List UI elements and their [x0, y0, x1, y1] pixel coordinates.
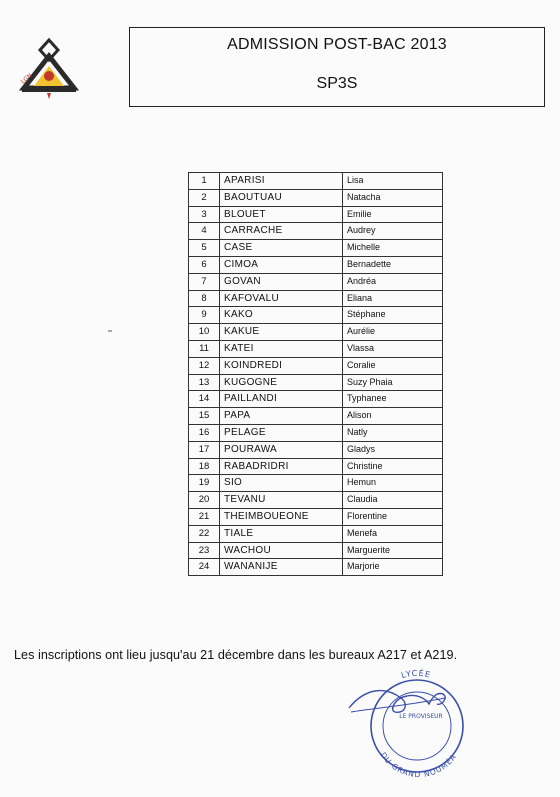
student-firstname: Vlassa: [343, 340, 443, 357]
row-number: 24: [189, 559, 220, 576]
student-firstname: Marjorie: [343, 559, 443, 576]
table-row: [189, 475, 443, 492]
student-firstname: Florentine: [343, 508, 443, 525]
row-number: 16: [189, 424, 220, 441]
student-surname: PAILLANDI: [220, 391, 343, 408]
table-row: [189, 206, 443, 223]
student-surname: CASE: [220, 240, 343, 257]
stamp-bottom-text: DU GRAND NOUMÉA: [378, 750, 459, 780]
student-surname: CARRACHE: [220, 223, 343, 240]
student-firstname: Bernadette: [343, 256, 443, 273]
table-row: [189, 240, 443, 257]
student-surname: BLOUET: [220, 206, 343, 223]
scan-speck: [108, 330, 112, 332]
table-row: [189, 189, 443, 206]
student-surname: BAOUTUAU: [220, 189, 343, 206]
row-number: 22: [189, 525, 220, 542]
header-box: [129, 27, 545, 107]
row-number: 23: [189, 542, 220, 559]
student-firstname: Christine: [343, 458, 443, 475]
student-surname: PAPA: [220, 408, 343, 425]
table-row: [189, 357, 443, 374]
row-number: 14: [189, 391, 220, 408]
row-number: 2: [189, 189, 220, 206]
student-firstname: Suzy Phaia: [343, 374, 443, 391]
table-row: [189, 324, 443, 341]
table-row: [189, 256, 443, 273]
student-surname: KUGOGNE: [220, 374, 343, 391]
row-number: 4: [189, 223, 220, 240]
student-surname: KAKO: [220, 307, 343, 324]
student-firstname: Andréa: [343, 273, 443, 290]
table-row: [189, 458, 443, 475]
student-surname: POURAWA: [220, 441, 343, 458]
row-number: 12: [189, 357, 220, 374]
page-subtitle: SP3S: [316, 75, 358, 92]
table-row: [189, 559, 443, 576]
student-firstname: Natacha: [343, 189, 443, 206]
student-firstname: Gladys: [343, 441, 443, 458]
student-firstname: Natly: [343, 424, 443, 441]
lycee-logo: [14, 36, 84, 102]
row-number: 10: [189, 324, 220, 341]
student-surname: TEVANU: [220, 492, 343, 509]
row-number: 18: [189, 458, 220, 475]
row-number: 3: [189, 206, 220, 223]
student-surname: KATEI: [220, 340, 343, 357]
student-firstname: Coralie: [343, 357, 443, 374]
row-number: 9: [189, 307, 220, 324]
student-firstname: Claudia: [343, 492, 443, 509]
student-surname: APARISI: [220, 173, 343, 190]
student-firstname: Menefa: [343, 525, 443, 542]
row-number: 11: [189, 340, 220, 357]
table-row: [189, 391, 443, 408]
table-row: [189, 408, 443, 425]
table-row: [189, 340, 443, 357]
table-row: [189, 424, 443, 441]
student-surname: KOINDREDI: [220, 357, 343, 374]
table-row: [189, 307, 443, 324]
student-surname: WACHOU: [220, 542, 343, 559]
student-surname: KAKUE: [220, 324, 343, 341]
table-row: [189, 525, 443, 542]
student-surname: CIMOA: [220, 256, 343, 273]
table-row: [189, 273, 443, 290]
student-firstname: Marguerite: [343, 542, 443, 559]
table-row: [189, 508, 443, 525]
page-title: ADMISSION POST-BAC 2013: [227, 36, 447, 53]
signature-scribble: [349, 691, 445, 713]
table-row: [189, 492, 443, 509]
table-row: [189, 290, 443, 307]
student-firstname: Hemun: [343, 475, 443, 492]
student-firstname: Emilie: [343, 206, 443, 223]
row-number: 5: [189, 240, 220, 257]
student-firstname: Audrey: [343, 223, 443, 240]
student-firstname: Typhanee: [343, 391, 443, 408]
student-firstname: Alison: [343, 408, 443, 425]
enrollment-note: Les inscriptions ont lieu jusqu'au 21 décembre dans les bureaux A217 et A219.: [14, 648, 458, 662]
row-number: 13: [189, 374, 220, 391]
stamp-top-text: LYCÉE: [400, 668, 432, 681]
student-surname: THEIMBOUEONE: [220, 508, 343, 525]
table-row: [189, 441, 443, 458]
student-surname: SIO: [220, 475, 343, 492]
table-row: [189, 374, 443, 391]
student-surname: GOVAN: [220, 273, 343, 290]
student-firstname: Eliana: [343, 290, 443, 307]
stamp-middle-text: LE PROVISEUR: [399, 713, 443, 720]
student-surname: RABADRIDRI: [220, 458, 343, 475]
official-stamp: [345, 668, 485, 780]
table-row: [189, 173, 443, 190]
student-firstname: Lisa: [343, 173, 443, 190]
table-row: [189, 542, 443, 559]
row-number: 8: [189, 290, 220, 307]
student-surname: PELAGE: [220, 424, 343, 441]
row-number: 6: [189, 256, 220, 273]
student-firstname: Aurélie: [343, 324, 443, 341]
row-number: 19: [189, 475, 220, 492]
row-number: 20: [189, 492, 220, 509]
student-firstname: Stéphane: [343, 307, 443, 324]
row-number: 7: [189, 273, 220, 290]
row-number: 15: [189, 408, 220, 425]
student-surname: KAFOVALU: [220, 290, 343, 307]
student-table-body: [189, 173, 443, 576]
table-row: [189, 223, 443, 240]
student-table: [188, 172, 443, 576]
row-number: 1: [189, 173, 220, 190]
student-surname: WANANIJE: [220, 559, 343, 576]
logo-text: LGN: [19, 72, 34, 86]
student-firstname: Michelle: [343, 240, 443, 257]
row-number: 17: [189, 441, 220, 458]
row-number: 21: [189, 508, 220, 525]
student-surname: TIALE: [220, 525, 343, 542]
